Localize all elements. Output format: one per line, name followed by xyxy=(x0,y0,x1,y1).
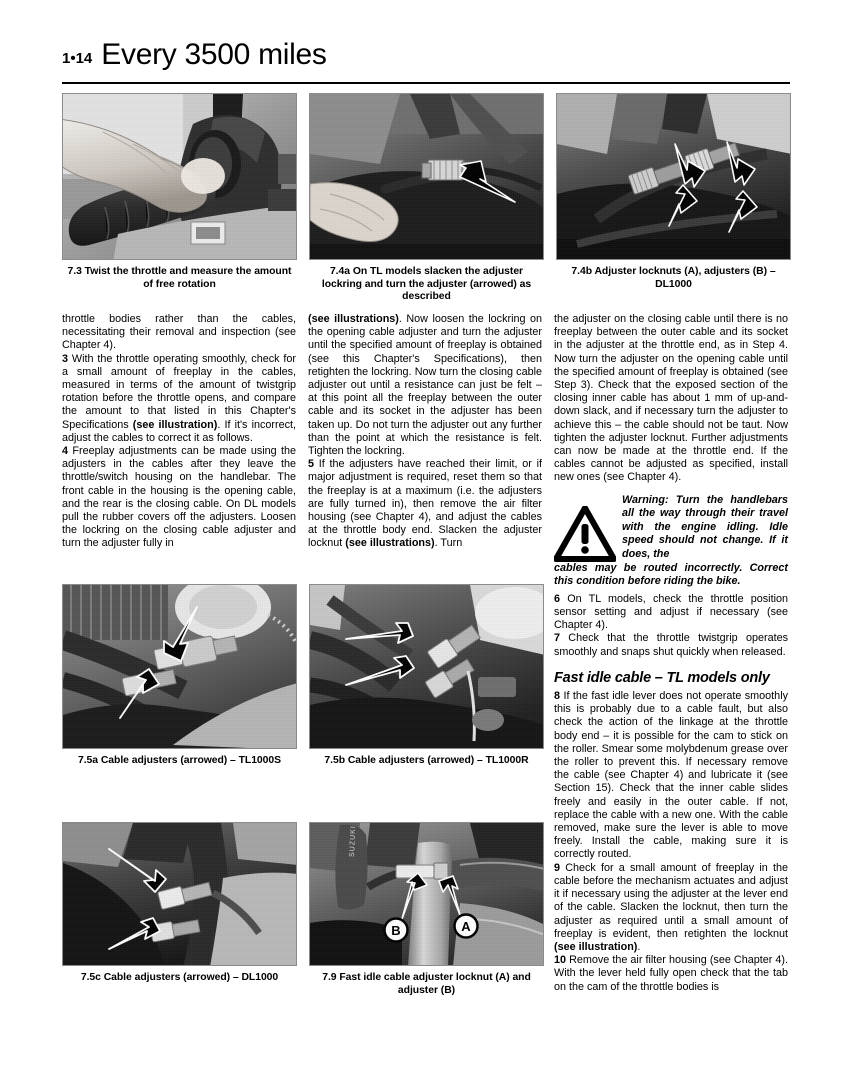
photo-7-9 xyxy=(309,822,544,966)
figure-7-5c xyxy=(62,822,297,997)
step-5-emphasis: (see illustrations) xyxy=(345,537,435,550)
header-divider xyxy=(62,82,790,84)
figure-row-bottom xyxy=(62,822,544,997)
figure-7-5b xyxy=(309,584,544,768)
step-6-text: On TL models, check the throttle position sensor setting and adjust if necessary (see Chapter 4). xyxy=(554,592,788,632)
photo-7-5c-image xyxy=(63,823,297,966)
paragraph-continuation: throttle bodies rather than the cables, necessitating their removal and inspection (see Chapter 4). xyxy=(62,313,296,352)
step-7-text: Check that the throttle twistgrip operates smoothly and snaps shut quickly when released. xyxy=(554,632,788,658)
step-3 xyxy=(62,353,296,445)
photo-7-4a-image xyxy=(310,94,544,260)
figure-caption-7-4b: 7.4b Adjuster locknuts (A), adjusters (B) – DL1000 xyxy=(571,266,776,290)
col2-text-a: . Now loosen the lockring on the opening cable adjuster and turn the adjuster until the specified amount of freeplay is obtained (see this Chapter's Specifications), then retighten the lockring. Now turn the closing cable adjuster out until a resistance can just be felt – at this point all the freeplay between the outer cable and its socket in the adjuster has been taken up. Do not turn the adjuster out any further than the point at which the resistance is felt. Tighten the lockring. xyxy=(308,313,542,458)
step-3-text-a: With the throttle operating smoothly, check for a small amount of freeplay in the cables, measured in terms of the amount of twistgrip rotation before the throttle opens, and compare the amount to that listed in this Chapter's Specifications xyxy=(62,352,296,431)
text-column-2 xyxy=(308,313,542,551)
step-5-text-a: If the adjusters have reached their limit, or if major adjustment is required, reset them so that the freeplay is at a maximum (i.e. the adjusters are fully turned in), then remove the air filter housing (see Chapter 4), and adjust the cables at the throttle body end. Slacken the adjuster locknut xyxy=(308,458,542,550)
figure-7-5a xyxy=(62,584,297,768)
text-column-3 xyxy=(554,313,788,994)
step-number-7: 7 xyxy=(554,632,561,645)
figure-7-3 xyxy=(62,93,297,304)
photo-7-5a xyxy=(62,584,297,749)
figure-7-4b xyxy=(556,93,791,304)
figure-caption-7-4a: 7.4a On TL models slacken the adjuster lockring and turn the adjuster (arrowed) as described xyxy=(321,266,532,303)
step-4 xyxy=(62,445,296,551)
photo-7-4b-image xyxy=(557,94,791,260)
step-8-text: If the fast idle lever does not operate smoothly this is probably due to a cable fault, but also check the action of the linkage at the throttle body end – it is possible for the cam to stick on the roller. Smear some molybdenum grease over the roller to prevent this. If necessary remove the cable (see Chapter 4) and lubricate it (see Section 15). Check that the inner cable slides freely and easily in the outer cable. If not, replace the cable with a new one. With the cable removed, make sure the lever is able to move freely. Install the cable, making sure it is correctly routed. xyxy=(554,690,788,861)
paragraph-continuation-2 xyxy=(308,313,542,458)
step-4-text: Freeplay adjustments can be made using the adjusters in the cables after they leave the throttle/switch housing on the handlebar. The front cable in the housing is the opening cable, and the rear is the closing cable. On DL models pull the rubber covers off the adjusters. Loosen the lockring on the closing cable adjuster and turn the adjuster fully in xyxy=(62,445,296,550)
photo-7-5b xyxy=(309,584,544,749)
page-number: 1•14 xyxy=(62,50,93,67)
step-9-text-b: . xyxy=(637,940,641,953)
step-number-3: 3 xyxy=(62,352,69,365)
warning-text-continued: cables may be routed incorrectly. Correct this condition before riding the bike. xyxy=(554,561,788,588)
step-number-10: 10 xyxy=(554,954,567,967)
col2-emphasis-a: (see illustrations) xyxy=(308,313,399,325)
step-7 xyxy=(554,632,788,658)
step-number-5: 5 xyxy=(308,458,315,471)
callout-badge-a: A xyxy=(461,919,471,934)
step-6 xyxy=(554,593,788,633)
photo-7-4a xyxy=(309,93,544,260)
photo-7-3 xyxy=(62,93,297,260)
figure-caption-7-5b: 7.5b Cable adjusters (arrowed) – TL1000R xyxy=(324,755,529,766)
paragraph-continuation-3: the adjuster on the closing cable until there is no freeplay between the outer cable and its socket in the adjuster at the throttle end, as in Step 4. Now turn the adjuster on the opening cable until the specified amount of freeplay is obtained (see Step 3). Check that the exposed section of the closing inner cable has about 1 mm of up-and-down slack, and if necessary turn the adjuster to achieve this – the cable should not be taut. Now tighten the adjuster locknut. Further adjustments can now be made at the throttle end. If the cables cannot be adjusted as specified, install new ones (see Chapter 4). xyxy=(554,313,788,484)
figure-caption-7-9: 7.9 Fast idle cable adjuster locknut (A) and adjuster (B) xyxy=(322,972,531,996)
figure-caption-7-3: 7.3 Twist the throttle and measure the amount of free rotation xyxy=(67,266,292,290)
callout-badge-b: B xyxy=(391,923,401,938)
figure-7-4a xyxy=(309,93,544,304)
svg-text:SUZUKI: SUZUKI xyxy=(349,825,358,858)
photo-7-9-image xyxy=(310,823,544,966)
step-5 xyxy=(308,458,542,550)
step-9-text-a: Check for a small amount of freeplay in the cable before the mechanism actuates and adjust it if necessary using the adjuster at the lever end of the cable. Slacken the locknut, then turn the adjuster as required until a small amount of freeplay is evident, then retighten the locknut xyxy=(554,861,788,940)
photo-7-3-image xyxy=(63,94,297,260)
figure-caption-7-5a: 7.5a Cable adjusters (arrowed) – TL1000S xyxy=(77,755,281,766)
step-10-text: Remove the air filter housing (see Chapter 4). With the lever held fully open check that the tab on the cam of the throttle bodies is xyxy=(554,954,788,993)
warning-triangle-icon xyxy=(554,506,616,562)
figure-caption-7-5c: 7.5c Cable adjusters (arrowed) – DL1000 xyxy=(80,972,279,983)
page-header xyxy=(62,40,790,70)
photo-7-5b-image xyxy=(310,585,544,749)
step-number-6: 6 xyxy=(554,592,561,605)
warning-block xyxy=(554,494,788,589)
figure-row-middle xyxy=(62,584,544,768)
step-3-emphasis: (see illustration) xyxy=(132,418,218,431)
step-8 xyxy=(554,690,788,862)
step-5-text-b: . Turn xyxy=(434,537,463,550)
step-number-8: 8 xyxy=(554,690,561,703)
figure-row-top xyxy=(62,93,791,304)
photo-7-5a-image xyxy=(63,585,297,749)
step-9 xyxy=(554,862,788,954)
page-title: Every 3500 miles xyxy=(101,38,327,71)
step-9-emphasis: (see illustration) xyxy=(554,940,638,953)
photo-7-4b xyxy=(556,93,791,260)
step-10 xyxy=(554,954,788,994)
step-3-text-b: . If it's incorrect, adjust the cables to correct it as follows. xyxy=(62,418,296,444)
text-column-1 xyxy=(62,313,296,551)
warning-top-row xyxy=(554,494,788,562)
step-number-9: 9 xyxy=(554,861,561,874)
step-number-4: 4 xyxy=(62,445,69,458)
warning-text-indented: Warning: Turn the handlebars all the way through their travel with the engine idling. Idle speed should not change. If it does, the xyxy=(622,493,788,561)
photo-7-5c xyxy=(62,822,297,966)
section-subheading: Fast idle cable – TL models only xyxy=(554,669,770,686)
figure-7-9 xyxy=(309,822,544,997)
